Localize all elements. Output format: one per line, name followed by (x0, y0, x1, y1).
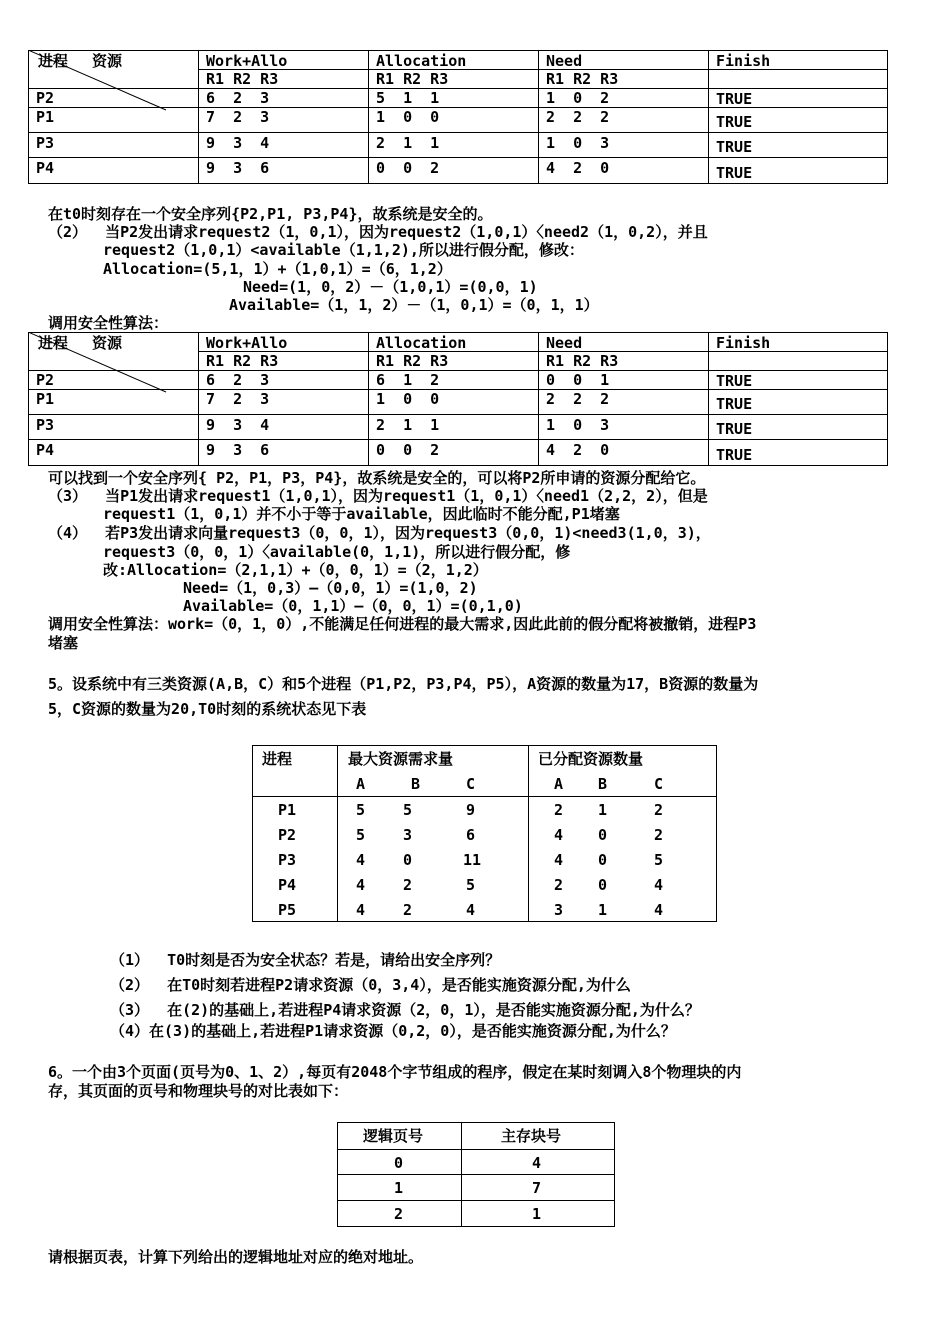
t2-r2-need: 1 0 3 (546, 416, 610, 434)
page-table-page: 1 (394, 1179, 404, 1197)
q5-row-max-b: 0 (403, 851, 413, 869)
q5-row-max-a: 5 (356, 826, 366, 844)
q5-row-alloc-c: 4 (654, 901, 664, 919)
corner-label-process: 进程 (38, 334, 69, 352)
table-grid-lines (28, 50, 888, 184)
subheader-alloc: R1 R2 R3 (376, 352, 449, 370)
header-work: Work+Allo (206, 52, 288, 70)
q5-row-alloc-a: 4 (554, 851, 564, 869)
safety-table-2 (28, 332, 888, 466)
para-l6: Available=（1，1，2）－（1，0,1）=（0，1，1） (229, 296, 599, 314)
t1-r2-alloc: 2 1 1 (376, 134, 440, 152)
subheader-alloc: R1 R2 R3 (376, 70, 449, 88)
para-l15: Available=（0，1,1）—（0，0，1）=(0,1,0) (183, 597, 523, 615)
t1-r3-need: 4 2 0 (546, 159, 610, 177)
page-table-page: 0 (394, 1154, 404, 1172)
page-table-header-logic: 逻辑页号 (363, 1127, 424, 1145)
t1-r1-alloc: 1 0 0 (376, 108, 440, 126)
q6-line1: 6。一个由3个页面(页号为0、1、2）,每页有2048个字节组成的程序，假定在某时刻调入8个物理块的内 (48, 1063, 742, 1081)
t2-r2-alloc: 2 1 1 (376, 416, 440, 434)
header-finish: Finish (716, 334, 771, 352)
t2-r3-finish: TRUE (716, 446, 753, 464)
t1-r0-proc: P2 (36, 89, 55, 107)
q5-row-max-c: 6 (466, 826, 476, 844)
q5-row-alloc-b: 1 (598, 901, 608, 919)
t2-r0-work: 6 2 3 (206, 371, 270, 389)
subheader-work: R1 R2 R3 (206, 70, 279, 88)
q5-row-alloc-a: 2 (554, 876, 564, 894)
t1-r1-finish: TRUE (716, 113, 753, 131)
para-l8: 可以找到一个安全序列{ P2，P1，P3，P4}，故系统是安全的，可以将P2所申请的资源分配给它。 (48, 469, 706, 487)
t1-r1-work: 7 2 3 (206, 108, 270, 126)
q5-row-proc: P4 (278, 876, 297, 894)
page-table-block: 4 (532, 1154, 542, 1172)
t1-r1-need: 2 2 2 (546, 108, 610, 126)
q5-row-alloc-c: 5 (654, 851, 664, 869)
table-grid-lines (28, 332, 888, 466)
t2-r3-proc: P4 (36, 441, 55, 459)
q5-col-b: B (411, 775, 421, 793)
t1-r0-finish: TRUE (716, 90, 753, 108)
q5-row-max-c: 9 (466, 801, 476, 819)
para-l11: （4） 若P3发出请求向量request3（0，0，1），因为request3（0,0，1)<need3(1,0，3)， (48, 524, 711, 542)
header-work: Work+Allo (206, 334, 288, 352)
t2-r1-need: 2 2 2 (546, 390, 610, 408)
q5-row-alloc-c: 2 (654, 801, 664, 819)
para-l7: 调用安全性算法： (48, 314, 169, 332)
q5-row-alloc-a: 3 (554, 901, 564, 919)
header-need: Need (546, 52, 583, 70)
q5-resource-table (252, 745, 717, 922)
para-l14: Need=（1，0,3）—（0,0，1）=(1,0，2) (183, 579, 478, 597)
q5-row-alloc-b: 0 (598, 826, 608, 844)
q5-col-a: A (356, 775, 366, 793)
q5-line2: 5，C资源的数量为20,T0时刻的系统状态见下表 (48, 700, 367, 718)
q5-col-c: C (466, 775, 476, 793)
t2-r0-finish: TRUE (716, 372, 753, 390)
q5-row-max-b: 3 (403, 826, 413, 844)
page-table-block: 7 (532, 1179, 542, 1197)
table-grid-lines (252, 745, 717, 922)
para-l13: 改:Allocation=（2,1,1）+（0，0，1）=（2，1,2） (103, 561, 488, 579)
q5-row-proc: P3 (278, 851, 297, 869)
corner-label-process: 进程 (38, 52, 69, 70)
final-instruction: 请根据页表，计算下列给出的逻辑地址对应的绝对地址。 (48, 1248, 424, 1266)
t1-r2-need: 1 0 3 (546, 134, 610, 152)
q5-row-max-c: 11 (463, 851, 482, 869)
subheader-work: R1 R2 R3 (206, 352, 279, 370)
q5-row-max-c: 5 (466, 876, 476, 894)
page-table-block: 1 (532, 1205, 542, 1223)
t2-r3-work: 9 3 6 (206, 441, 270, 459)
q5-row-max-a: 5 (356, 801, 366, 819)
header-need: Need (546, 334, 583, 352)
t1-r3-work: 9 3 6 (206, 159, 270, 177)
page-table-header-block: 主存块号 (501, 1127, 562, 1145)
para-l3: request2（1,0,1）<available（1,1,2),所以进行假分配，修改： (103, 241, 584, 259)
q5-col-a: A (554, 775, 564, 793)
t2-r3-alloc: 0 0 2 (376, 441, 440, 459)
q5-row-alloc-b: 0 (598, 876, 608, 894)
t1-r2-finish: TRUE (716, 138, 753, 156)
q5-row-alloc-a: 4 (554, 826, 564, 844)
q5-row-max-a: 4 (356, 901, 366, 919)
header-allocation: Allocation (376, 334, 467, 352)
subq-4: （4）在(3)的基础上,若进程P1请求资源（0,2，0），是否能实施资源分配,为什么？ (110, 1022, 676, 1040)
q5-row-alloc-b: 1 (598, 801, 608, 819)
t2-r0-proc: P2 (36, 371, 55, 389)
para-l12: request3（0，0，1）〈available(0，1,1)，所以进行假分配，修 (103, 543, 571, 561)
t2-r2-finish: TRUE (716, 420, 753, 438)
q5-row-proc: P2 (278, 826, 297, 844)
t2-r0-need: 0 0 1 (546, 371, 610, 389)
t1-r3-alloc: 0 0 2 (376, 159, 440, 177)
q5-row-max-b: 5 (403, 801, 413, 819)
corner-label-resource: 资源 (92, 334, 123, 352)
subheader-need: R1 R2 R3 (546, 70, 619, 88)
para-l10: request1（1，0,1）并不小于等于available，因此临时不能分配,P1堵塞 (103, 505, 620, 523)
para-l1: 在t0时刻存在一个安全序列{P2,P1, P3,P4}，故系统是安全的。 (48, 205, 493, 223)
corner-label-resource: 资源 (92, 52, 123, 70)
q5-col-c: C (654, 775, 664, 793)
para-l16: 调用安全性算法：work=（0，1，0）,不能满足任何进程的最大需求,因此此前的假分配将被撤销，进程P3 (48, 615, 757, 633)
q5-row-proc: P5 (278, 901, 297, 919)
q5-row-max-b: 2 (403, 876, 413, 894)
t1-r0-alloc: 5 1 1 (376, 89, 440, 107)
para-l5: Need=(1，0，2）－（1,0,1）=(0,0，1) (243, 278, 538, 296)
q5-header-alloc: 已分配资源数量 (538, 750, 644, 768)
subheader-need: R1 R2 R3 (546, 352, 619, 370)
para-l9: （3） 当P1发出请求request1（1,0,1），因为request1（1，0,1）〈need1（2,2，2），但是 (48, 487, 708, 505)
q5-line1: 5。设系统中有三类资源(A,B，C）和5个进程（P1,P2，P3,P4，P5），A资源的数量为17，B资源的数量为 (48, 675, 759, 693)
t1-r1-proc: P1 (36, 108, 55, 126)
t2-r1-finish: TRUE (716, 395, 753, 413)
t1-r3-proc: P4 (36, 159, 55, 177)
t2-r0-alloc: 6 1 2 (376, 371, 440, 389)
q5-row-max-a: 4 (356, 851, 366, 869)
q5-row-alloc-c: 2 (654, 826, 664, 844)
t1-r2-proc: P3 (36, 134, 55, 152)
safety-table-1 (28, 50, 888, 184)
subq-3: （3） 在(2)的基础上,若进程P4请求资源（2，0，1），是否能实施资源分配,为什么？ (110, 1001, 700, 1019)
t2-r3-need: 4 2 0 (546, 441, 610, 459)
t1-r3-finish: TRUE (716, 164, 753, 182)
page-table (337, 1122, 615, 1227)
para-l17: 堵塞 (48, 634, 79, 652)
header-allocation: Allocation (376, 52, 467, 70)
q5-header-max: 最大资源需求量 (348, 750, 454, 768)
t1-r0-need: 1 0 2 (546, 89, 610, 107)
para-l4: Allocation=(5,1，1）+（1,0,1）=（6，1,2） (103, 260, 452, 278)
t2-r2-work: 9 3 4 (206, 416, 270, 434)
q5-row-alloc-a: 2 (554, 801, 564, 819)
q5-row-proc: P1 (278, 801, 297, 819)
subq-2: （2） 在T0时刻若进程P2请求资源（0，3,4），是否能实施资源分配,为什么 (110, 976, 631, 994)
q6-line2: 存，其页面的页号和物理块号的对比表如下： (48, 1082, 349, 1100)
t1-r2-work: 9 3 4 (206, 134, 270, 152)
q5-row-max-b: 2 (403, 901, 413, 919)
subq-1: （1） T0时刻是否为安全状态？若是，请给出安全序列？ (110, 951, 501, 969)
t2-r1-work: 7 2 3 (206, 390, 270, 408)
t2-r1-alloc: 1 0 0 (376, 390, 440, 408)
q5-header-process: 进程 (262, 750, 293, 768)
t2-r1-proc: P1 (36, 390, 55, 408)
header-finish: Finish (716, 52, 771, 70)
q5-row-alloc-b: 0 (598, 851, 608, 869)
q5-row-max-c: 4 (466, 901, 476, 919)
q5-col-b: B (598, 775, 608, 793)
q5-row-max-a: 4 (356, 876, 366, 894)
page-table-page: 2 (394, 1205, 404, 1223)
q5-row-alloc-c: 4 (654, 876, 664, 894)
para-l2: （2） 当P2发出请求request2（1，0,1），因为request2（1,0,1）〈need2（1，0,2），并且 (48, 223, 708, 241)
t2-r2-proc: P3 (36, 416, 55, 434)
t1-r0-work: 6 2 3 (206, 89, 270, 107)
